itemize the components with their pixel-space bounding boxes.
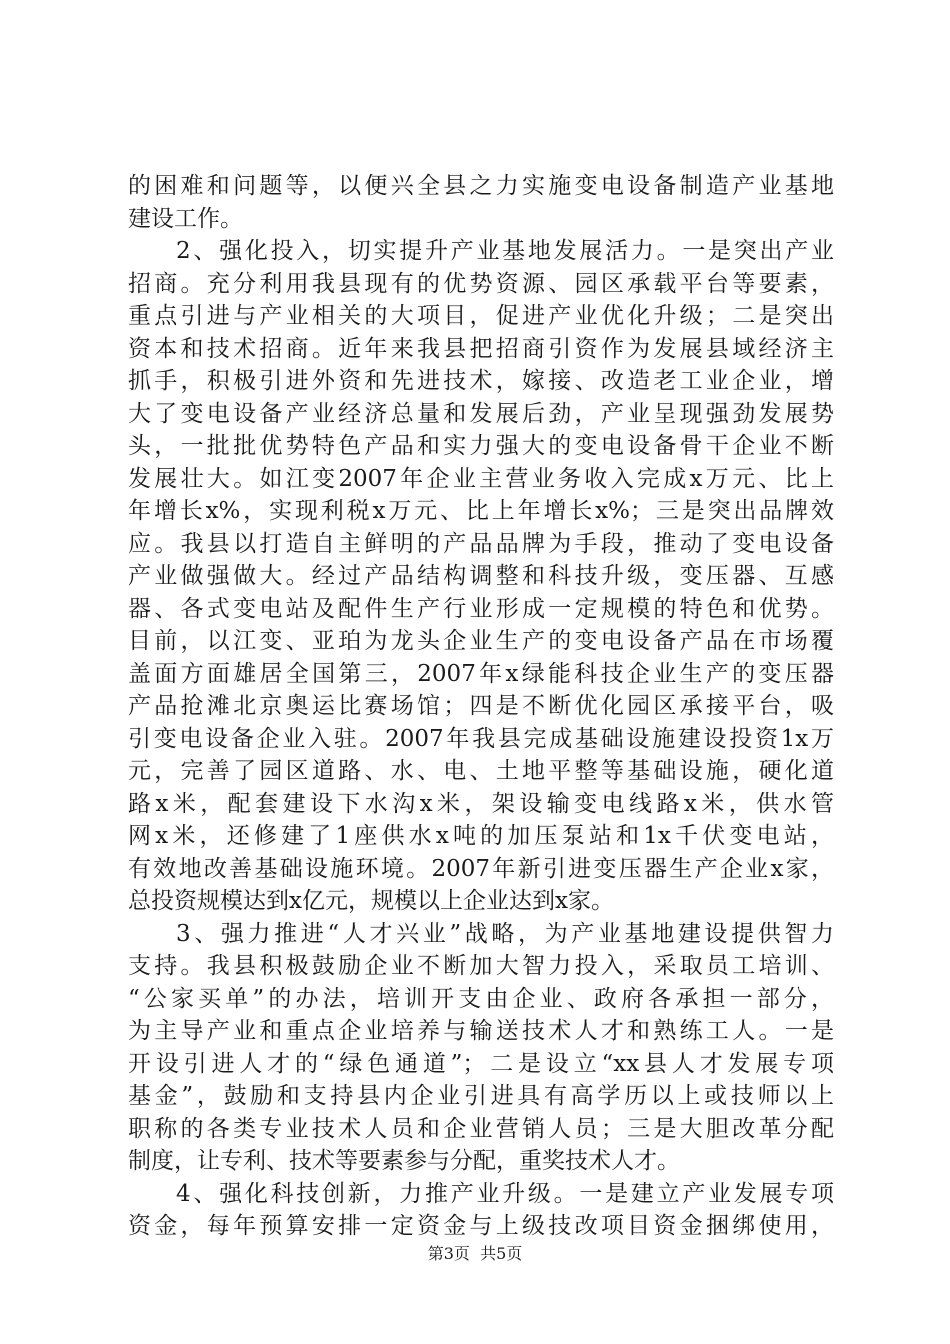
text-line: 资本和技术招商。近年来我县把招商引资作为发展县域经济主 [128,335,834,362]
text-line: 资金，每年预算安排一定资金与上级技改项目资金捆绑使用， [128,1213,834,1239]
text-line: 盖面方面雄居全国第三，2007年x绿能科技企业生产的变压器 [128,660,834,687]
text-line: 的困难和问题等，以便兴全县之力实施变电设备制造产业基地 [128,173,834,199]
paragraph-start-line: 4、强化科技创新，力推产业升级。一是建立产业发展专项 [176,1180,834,1207]
text-line: 建设工作。 [128,205,243,232]
document-body [128,170,834,1243]
text-line: 年增长x%，实现利税x万元、比上年增长x%；三是突出品牌效 [128,498,834,524]
text-line: 发展壮大。如江变2007年企业主营业务收入完成x万元、比上 [128,465,834,492]
text-line: 网x米，还修建了1座供水x吨的加压泵站和1x千伏变电站， [128,823,834,849]
paragraph-start-line: 2、强化投入，切实提升产业基地发展活力。一是突出产业 [176,238,834,264]
paragraph-start-line: 3、强力推进“人才兴业”战略，为产业基地建设提供智力 [176,920,834,947]
text-line: 招商。充分利用我县现有的优势资源、园区承载平台等要素， [128,270,834,297]
text-line: 重点引进与产业相关的大项目，促进产业优化升级；二是突出 [128,303,834,329]
text-line: 制度，让专利、技术等要素参与分配，重奖技术人才。 [128,1148,680,1174]
text-line: 有效地改善基础设施环境。2007年新引进变压器生产企业x家， [128,855,834,882]
text-line: 器、各式变电站及配件生产行业形成一定规模的特色和优势。 [128,595,834,622]
text-line: 开设引进人才的“绿色通道”；二是设立“xx县人才发展专项 [128,1050,834,1077]
text-line: “公家买单”的办法，培训开支由企业、政府各承担一部分， [128,985,834,1012]
text-line: 元，完善了园区道路、水、电、土地平整等基础设施，硬化道 [128,758,834,784]
text-line: 总投资规模达到x亿元，规模以上企业达到x家。 [128,888,614,914]
text-line: 职称的各类专业技术人员和企业营销人员；三是大胆改革分配 [128,1115,834,1142]
text-line: 引变电设备企业入驻。2007年我县完成基础设施建设投资1x万 [128,725,834,752]
text-line: 目前，以江变、亚珀为龙头企业生产的变电设备产品在市场覆 [128,628,834,654]
text-line: 基金”，鼓励和支持县内企业引进具有高学历以上或技师以上 [128,1083,834,1109]
text-line: 应。我县以打造自主鲜明的产品品牌为手段，推动了变电设备 [128,530,834,557]
text-line: 产业做强做大。经过产品结构调整和科技升级，变压器、互感 [128,563,834,589]
text-line: 抓手，积极引进外资和先进技术，嫁接、改造老工业企业，增 [128,368,834,394]
text-line: 为主导产业和重点企业培养与输送技术人才和熟练工人。一是 [128,1018,834,1044]
page-footer: 第3页 共5页 [427,1244,523,1263]
text-line: 支持。我县积极鼓励企业不断加大智力投入，采取员工培训、 [128,953,834,979]
text-line: 路x米，配套建设下水沟x米，架设输变电线路x米，供水管 [128,790,834,817]
text-line: 大了变电设备产业经济总量和发展后劲，产业呈现强劲发展势 [128,400,834,427]
text-line: 产品抢滩北京奥运比赛场馆；四是不断优化园区承接平台，吸 [128,693,834,719]
text-line: 头，一批批优势特色产品和实力强大的变电设备骨干企业不断 [128,433,834,459]
